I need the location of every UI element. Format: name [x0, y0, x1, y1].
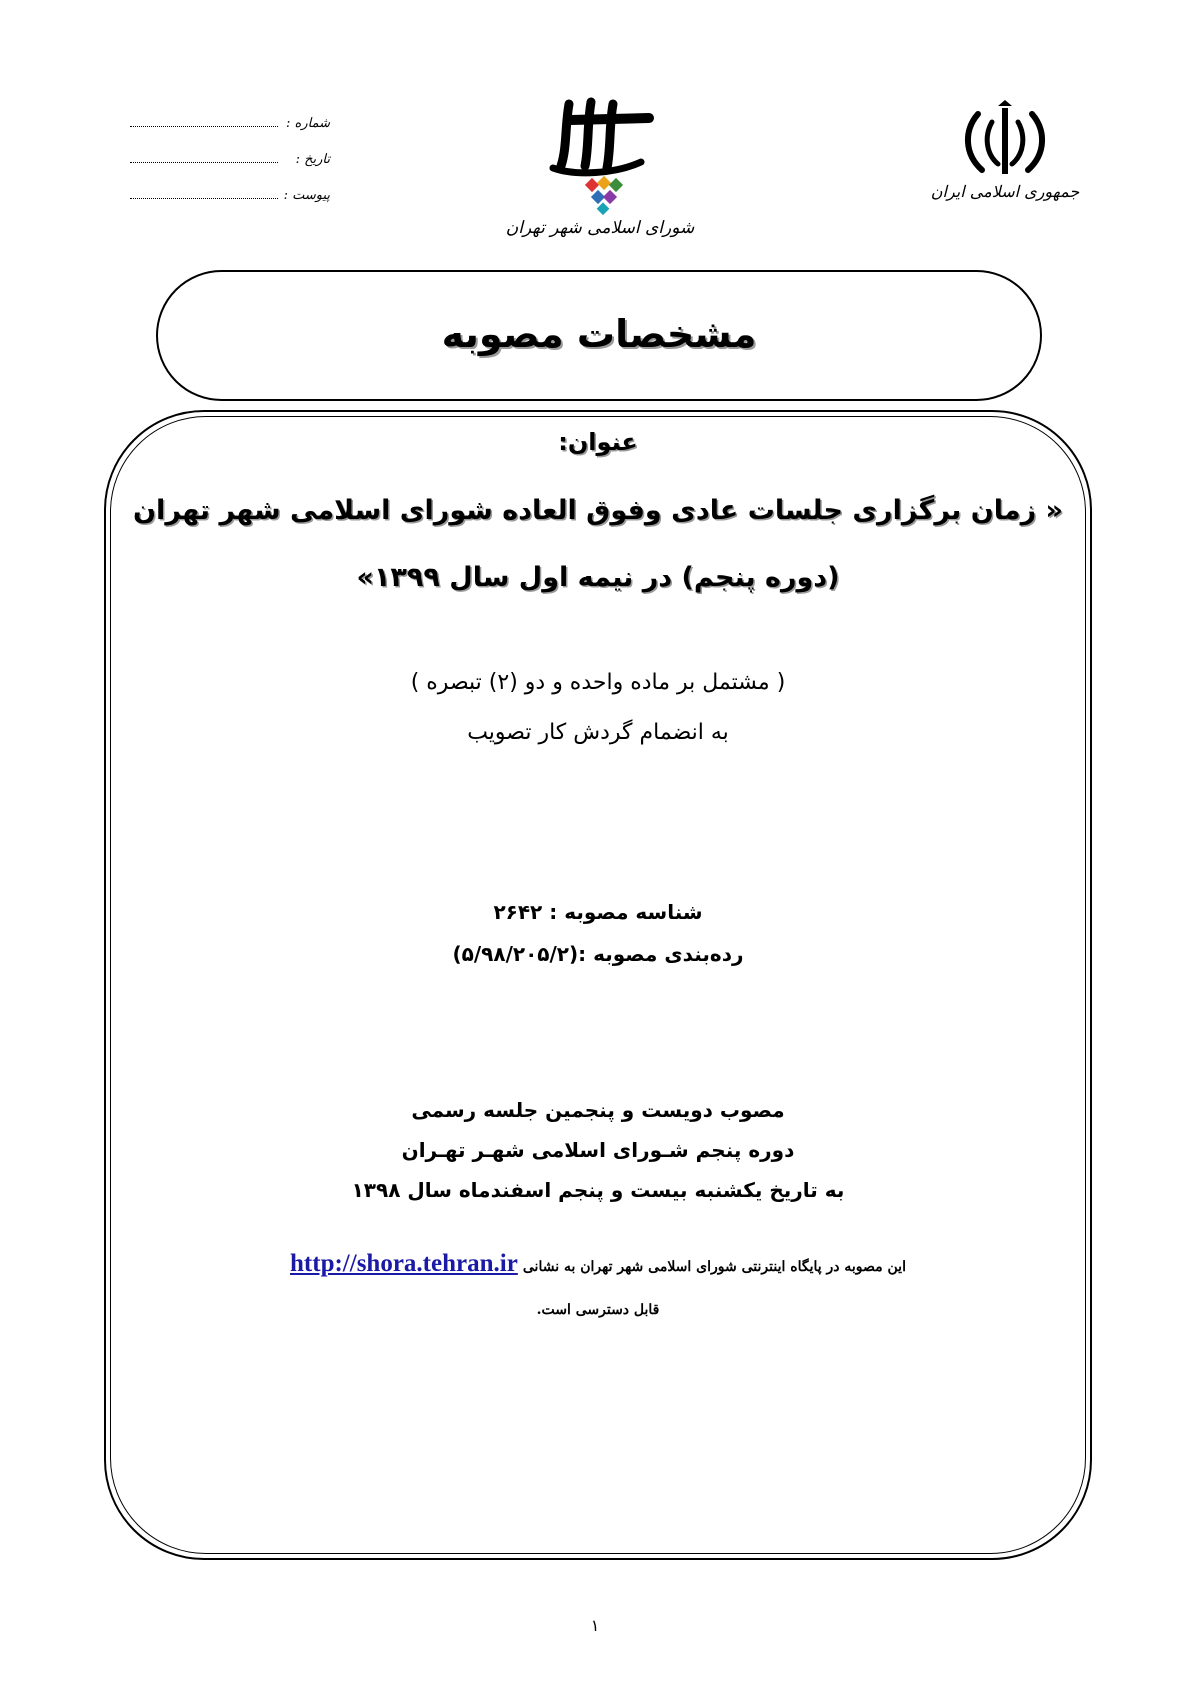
scope-line2: به انضمام گردش کار تصویب: [467, 720, 729, 745]
approval-line2: دوره پنجم شـورای اسلامی شهـر تهـران: [401, 1138, 795, 1162]
access-notice: [104, 1250, 1092, 1278]
resolution-classification: رده‌بندی مصوبه :(۵/۹۸/۲۰۵/۲): [452, 942, 744, 966]
page-number: ۱: [590, 1616, 600, 1635]
iran-emblem-icon: [960, 100, 1050, 180]
attachment-label: پیوست :: [283, 188, 330, 203]
tehran-council-logo-icon: [545, 96, 655, 216]
website-link[interactable]: http://shora.tehran.ir: [290, 1250, 518, 1277]
resolution-id: شناسه مصوبه : ۲۶۴۲: [493, 900, 703, 924]
emblem-caption: جمهوری اسلامی ایران: [930, 182, 1080, 201]
date-label: تاریخ :: [295, 152, 330, 167]
access-text-line2: قابل دسترسی است.: [536, 1302, 660, 1318]
access-text: این مصوبه در پایگاه اینترنتی شورای اسلامی شهر تهران به نشانی: [522, 1259, 906, 1275]
subject-title-line2: (دوره پنجم) در نیمه اول سال ۱۳۹۹»: [356, 562, 840, 593]
approval-line1: مصوب دویست و پنجمین جلسه رسمی: [411, 1098, 785, 1122]
approval-line3: به تاریخ یکشنبه بیست و پنجم اسفندماه سال ۱۳۹۸: [351, 1178, 845, 1202]
scope-line1: ( مشتمل بر ماده واحده و دو (۲) تبصره ): [410, 670, 786, 695]
council-caption: شورای اسلامی شهر تهران: [505, 218, 695, 238]
subject-title-line1: « زمان برگزاری جلسات عادی وفوق العاده شورای اسلامی شهر تهران: [133, 495, 1063, 526]
page-title: مشخصات مصوبه: [441, 312, 757, 356]
date-dotted-line: [130, 162, 278, 163]
date-field: [130, 152, 330, 172]
attachment-dotted-line: [130, 198, 278, 199]
number-field: [130, 116, 330, 136]
subject-label: عنوان:: [558, 428, 638, 456]
attachment-field: [130, 188, 330, 208]
number-dotted-line: [130, 126, 278, 127]
number-label: شماره :: [286, 116, 330, 131]
